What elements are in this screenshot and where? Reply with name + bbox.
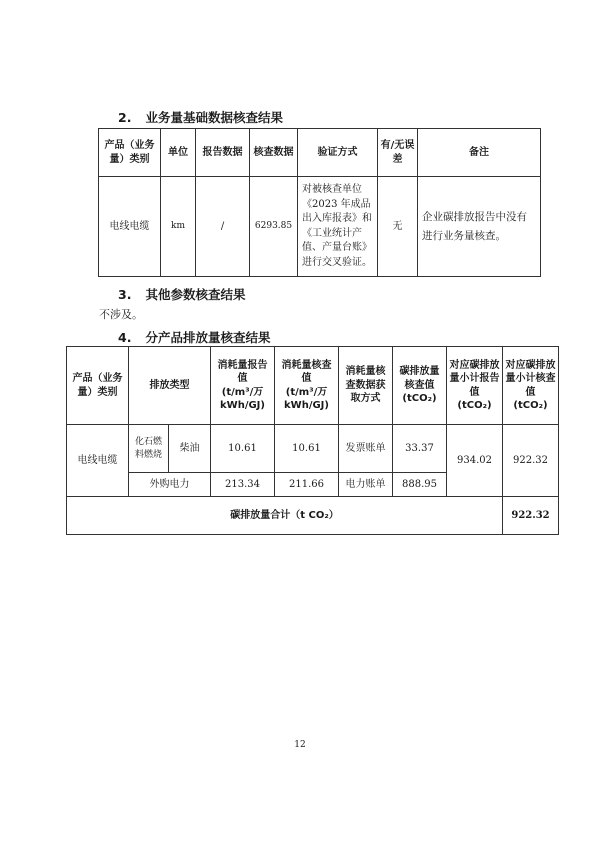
table-header-row bbox=[99, 129, 541, 177]
header-consumption-verified-unit: (t/m³/万 kWh/GJ) bbox=[284, 386, 329, 411]
cell-verified: 10.61 bbox=[275, 425, 339, 473]
cell-subtotal-reported: 934.02 bbox=[447, 425, 503, 497]
cell-verified: 6293.85 bbox=[250, 177, 298, 277]
section-3-content: 不涉及。 bbox=[99, 308, 143, 321]
emission-table bbox=[66, 346, 559, 535]
header-subtotal-reported-label: 对应碳排放量小计报告值 bbox=[449, 359, 500, 398]
header-verified: 核查数据 bbox=[250, 129, 298, 177]
cell-reported: 213.34 bbox=[211, 473, 275, 497]
cell-emission: 888.95 bbox=[393, 473, 447, 497]
cell-source: 发票账单 bbox=[339, 425, 393, 473]
header-unit: 单位 bbox=[161, 129, 196, 177]
cell-source: 电力账单 bbox=[339, 473, 393, 497]
cell-error: 无 bbox=[378, 177, 418, 277]
total-label: 碳排放量合计（t CO₂） bbox=[67, 497, 503, 535]
header-category: 产品（业务量）类别 bbox=[67, 347, 129, 425]
section-3-number: 3. bbox=[118, 287, 132, 302]
header-emission-verified bbox=[393, 347, 447, 425]
table-row bbox=[67, 425, 559, 473]
cell-subtotal-verified: 922.32 bbox=[503, 425, 559, 497]
section-2-title: 业务量基础数据核查结果 bbox=[145, 110, 283, 125]
header-emission-verified-unit: (tCO₂) bbox=[402, 393, 437, 405]
header-subtotal-verified bbox=[503, 347, 559, 425]
business-volume-table bbox=[98, 128, 541, 277]
total-row bbox=[67, 497, 559, 535]
section-4-heading bbox=[118, 328, 270, 346]
section-4-title: 分产品排放量核查结果 bbox=[145, 330, 271, 345]
total-value: 922.32 bbox=[503, 497, 559, 535]
header-emission-verified-label: 碳排放量核查值 bbox=[399, 366, 440, 391]
cell-unit: km bbox=[161, 177, 196, 277]
cell-method: 对被核查单位《2023 年成品出入库报表》和《工业统计产值、产量台账》进行交叉验证。 bbox=[298, 177, 378, 277]
cell-type: 柴油 bbox=[169, 425, 211, 473]
cell-emission: 33.37 bbox=[393, 425, 447, 473]
section-2-heading bbox=[118, 108, 283, 126]
section-3-title: 其他参数核查结果 bbox=[145, 287, 246, 302]
cell-type: 外购电力 bbox=[129, 473, 211, 497]
header-consumption-reported-unit: (t/m³/万kWh/GJ) bbox=[220, 386, 265, 411]
header-remark: 备注 bbox=[418, 129, 541, 177]
cell-category: 电线电缆 bbox=[67, 425, 129, 497]
header-error: 有/无误差 bbox=[378, 129, 418, 177]
header-consumption-verified-label: 消耗量核查值 bbox=[281, 359, 332, 384]
header-data-source: 消耗量核查数据获取方式 bbox=[339, 347, 393, 425]
cell-reported: 10.61 bbox=[211, 425, 275, 473]
section-2-number: 2. bbox=[118, 110, 132, 125]
header-subtotal-reported bbox=[447, 347, 503, 425]
section-3-heading bbox=[118, 285, 245, 303]
header-subtotal-verified-label: 对应碳排放量小计核查值 bbox=[505, 359, 556, 398]
cell-type-group: 化石燃料燃烧 bbox=[129, 425, 169, 473]
cell-reported: / bbox=[196, 177, 250, 277]
header-method: 验证方式 bbox=[298, 129, 378, 177]
cell-category: 电线电缆 bbox=[99, 177, 161, 277]
header-category: 产品（业务量）类别 bbox=[99, 129, 161, 177]
page-number: 12 bbox=[294, 740, 306, 750]
header-emission-type: 排放类型 bbox=[129, 347, 211, 425]
table-header-row bbox=[67, 347, 559, 425]
header-reported: 报告数据 bbox=[196, 129, 250, 177]
header-consumption-reported-label: 消耗量报告值 bbox=[217, 359, 268, 384]
header-consumption-verified bbox=[275, 347, 339, 425]
header-subtotal-reported-unit: (tCO₂) bbox=[457, 400, 492, 411]
header-consumption-reported bbox=[211, 347, 275, 425]
cell-remark: 企业碳排放报告中没有进行业务量核查。 bbox=[418, 177, 541, 277]
section-4-number: 4. bbox=[118, 330, 132, 345]
header-subtotal-verified-unit: (tCO₂) bbox=[513, 400, 548, 411]
table-row bbox=[99, 177, 541, 277]
cell-verified: 211.66 bbox=[275, 473, 339, 497]
